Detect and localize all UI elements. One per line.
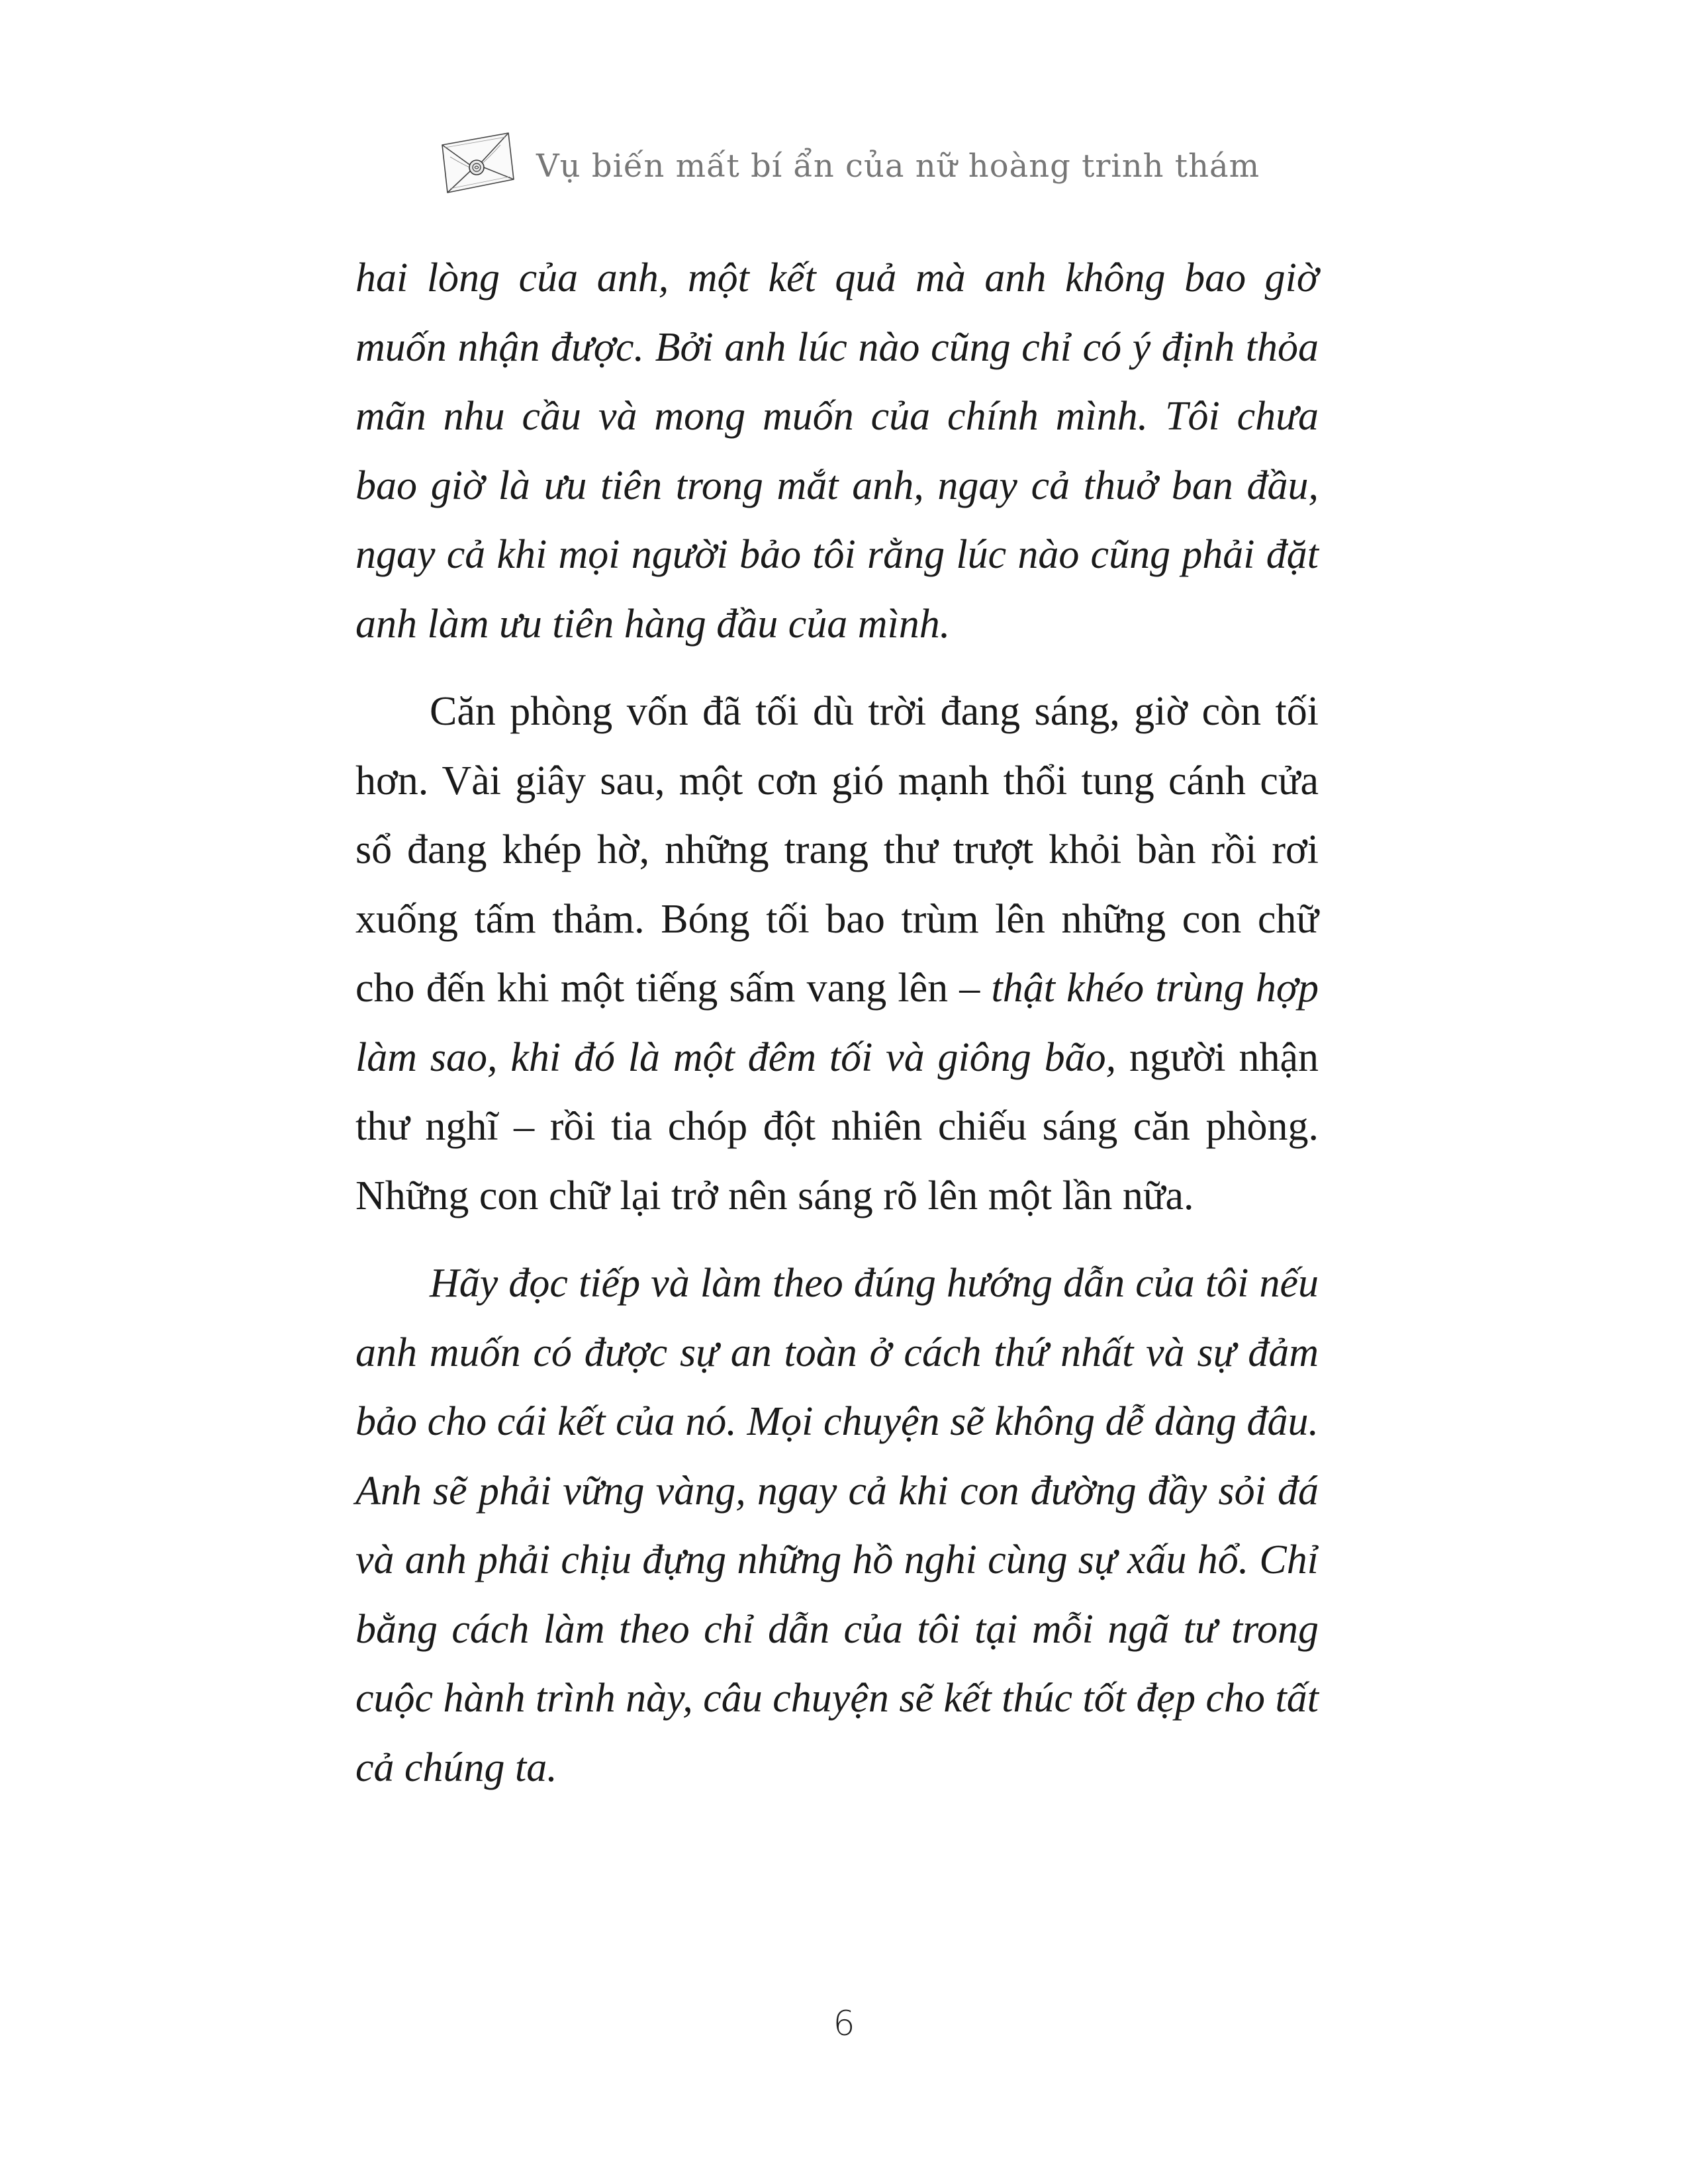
running-header-title: Vụ biến mất bí ẩn của nữ hoàng trinh thám: [536, 148, 1260, 185]
envelope-icon: [437, 130, 516, 197]
narration-text-continued: người nhận thư nghĩ – rồi tia chóp đột nhiên chiếu sáng căn phòng. Những con chữ lại trở nên sáng rõ lên một lần nữa.: [355, 1034, 1319, 1218]
paragraph-text: hai lòng của anh, một kết quả mà anh không bao giờ muốn nhận được. Bởi anh lúc nào cũng chỉ có ý định thỏa mãn nhu cầu và mong muốn của chính mình. Tôi chưa bao giờ là ưu tiên trong mắt anh, ngay cả thuở ban đầu, ngay cả khi mọi người bảo tôi rằng lúc nào cũng phải đặt anh làm ưu tiên hàng đầu của mình.: [355, 255, 1319, 647]
running-header: [437, 127, 1260, 200]
narration-text: Căn phòng vốn đã tối dù trời đang sáng, giờ còn tối hơn. Vài giây sau, một cơn gió mạnh thổi tung cánh cửa sổ đang khép hờ, những trang thư trượt khỏi bàn rồi rơi xuống tấm thảm. Bóng tối bao trùm lên những con chữ cho đến khi một tiếng sấm vang lên –: [355, 689, 1319, 1011]
paragraph-letter-continued: [355, 244, 1319, 659]
paragraph-letter-instructions: [355, 1249, 1319, 1802]
page-number: 6: [833, 2004, 855, 2044]
paragraph-narration: [355, 677, 1319, 1230]
paragraph-text: Hãy đọc tiếp và làm theo đúng hướng dẫn của tôi nếu anh muốn có được sự an toàn ở cách thứ nhất và sự đảm bảo cho cái kết của nó. Mọi chuyện sẽ không dễ dàng đâu. Anh sẽ phải vững vàng, ngay cả khi con đường đầy sỏi đá và anh phải chịu đựng những hồ nghi cùng sự xấu hổ. Chỉ bằng cách làm theo chỉ dẫn của tôi tại mỗi ngã tư trong cuộc hành trình này, câu chuyện sẽ kết thúc tốt đẹp cho tất cả chúng ta.: [355, 1261, 1319, 1790]
body-text: [355, 244, 1319, 1802]
narration-thought-italic: thật khéo trùng hợp làm sao, khi đó là một đêm tối và giông bão,: [355, 966, 1319, 1080]
